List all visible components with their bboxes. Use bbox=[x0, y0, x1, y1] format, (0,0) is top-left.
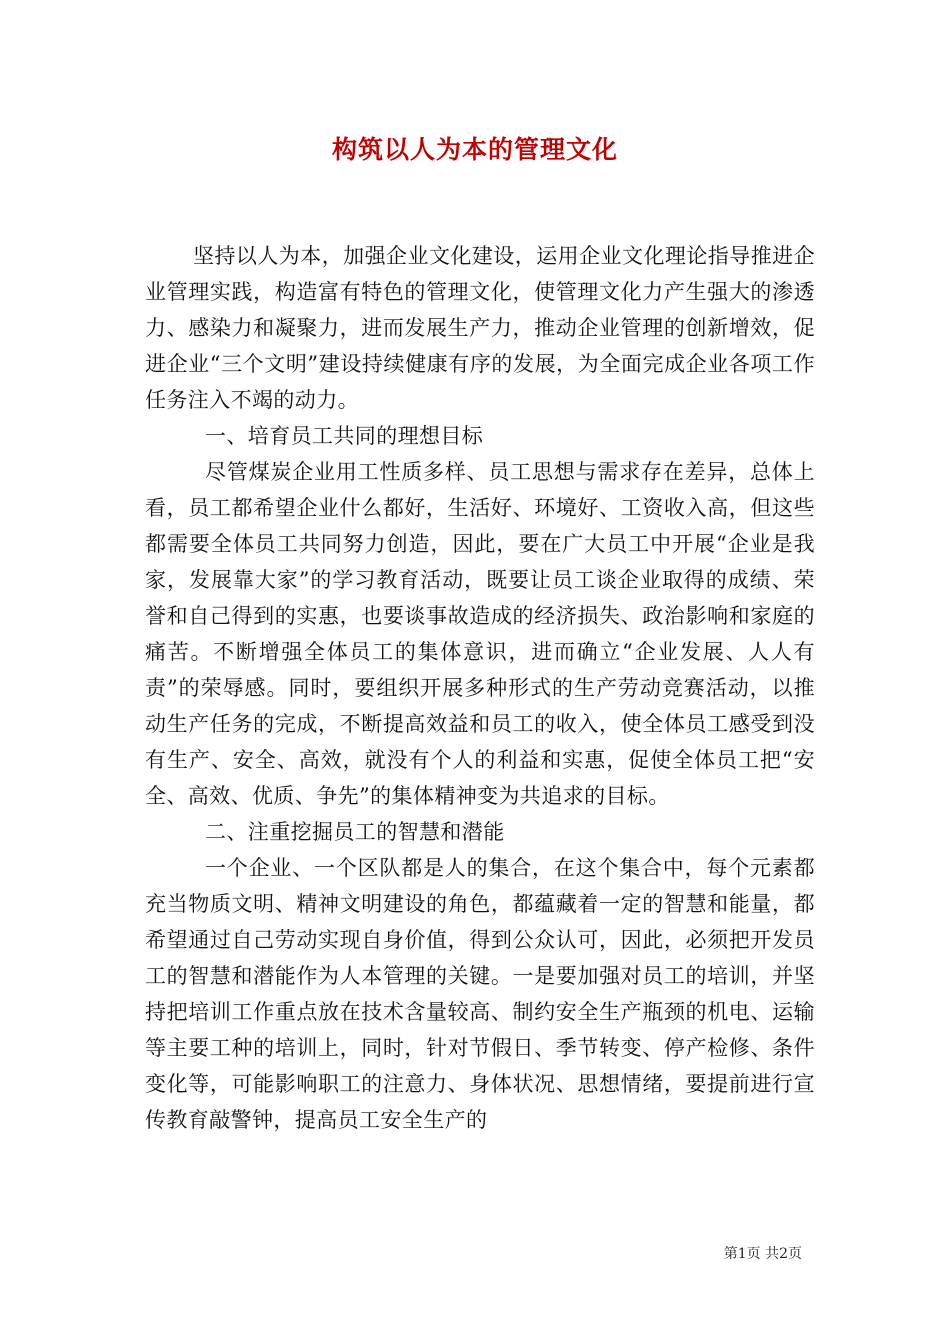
section-heading-2: 二、注重挖掘员工的智慧和潜能 bbox=[205, 820, 505, 844]
intro-paragraph: 坚持以人为本，加强企业文化建设，运用企业文化理论指导推进企业管理实践，构造富有特色的管理文化，使管理文化力产生强大的渗透力、感染力和凝聚力，进而发展生产力，推动企业管理的创新增效，促进企业“三个文明”建设持续健康有序的发展，为全面完成企业各项工作任务注入不竭的动力。 bbox=[145, 244, 815, 412]
section-paragraph-2: 一个企业、一个区队都是人的集合，在这个集合中，每个元素都充当物质文明、精神文明建设的角色，都蕴藏着一定的智慧和能量，都希望通过自己劳动实现自身价值，得到公众认可，因此，必须把开发员工的智慧和潜能作为人本管理的关键。一是要加强对员工的培训，并坚持把培训工作重点放在技术含量较高、制约安全生产瓶颈的机电、运输等主要工种的培训上，同时，针对节假日、季节转变、停产检修、条件变化等，可能影响职工的注意力、身体状况、思想情绪，要提前进行宣传教育敲警钟，提高员工安全生产的 bbox=[145, 856, 815, 1132]
document-title: 构筑以人为本的管理文化 bbox=[331, 135, 618, 164]
section-paragraph-1: 尽管煤炭企业用工性质多样、员工思想与需求存在差异，总体上看，员工都希望企业什么都好，生活好、环境好、工资收入高，但这些都需要全体员工共同努力创造，因此，要在广大员工中开展“企业是我家，发展靠大家”的学习教育活动，既要让员工谈企业取得的成绩、荣誉和自己得到的实惠，也要谈事故造成的经济损失、政治影响和家庭的痛苦。不断增强全体员工的集体意识，进而确立“企业发展、人人有责”的荣辱感。同时，要组织开展多种形式的生产劳动竞赛活动，以推动生产任务的完成，不断提高效益和员工的收入，使全体员工感受到没有生产、安全、高效，就没有个人的利益和实惠，促使全体员工把“安全、高效、优质、争先”的集体精神变为共追求的目标。 bbox=[145, 460, 815, 808]
section-heading-1: 一、培育员工共同的理想目标 bbox=[205, 424, 484, 448]
page-number: 第1页 共2页 bbox=[723, 1246, 802, 1262]
document-body bbox=[145, 238, 815, 1138]
